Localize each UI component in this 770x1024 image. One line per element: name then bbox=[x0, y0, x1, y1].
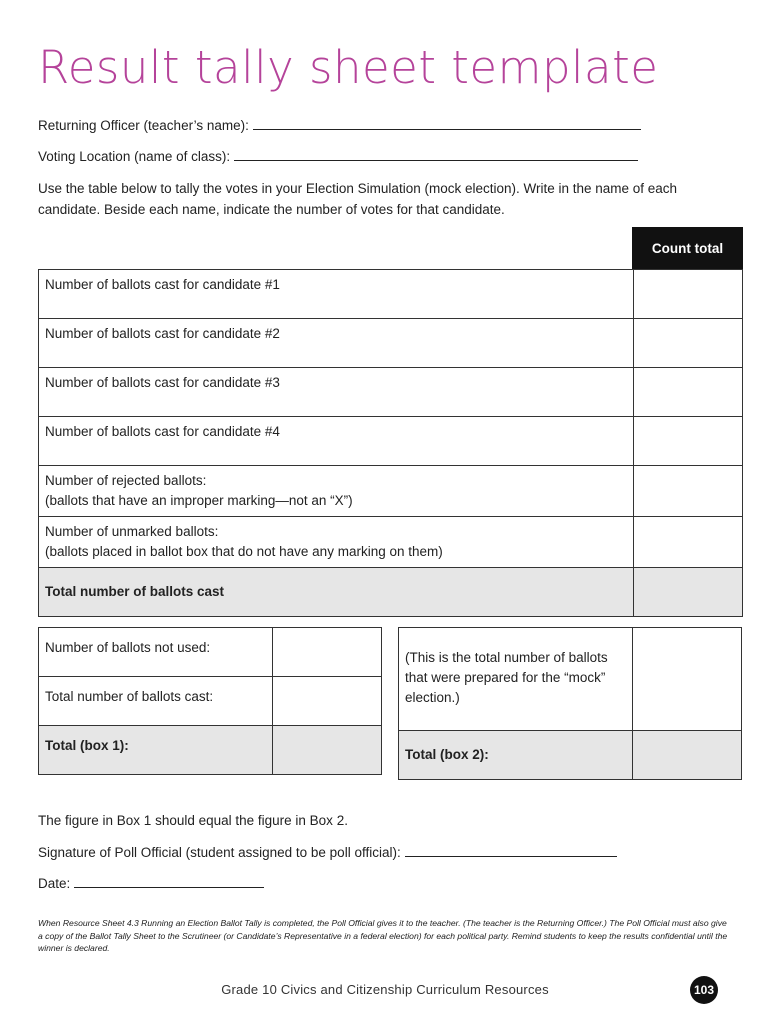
total-row bbox=[39, 568, 743, 617]
box-2-note: (This is the total number of ballots that were prepared for the “mock” election.) bbox=[399, 628, 633, 731]
row-label-text: Number of ballots cast for candidate #2 bbox=[45, 326, 280, 341]
row-label-subtext: (ballots placed in ballot box that do not have any marking on them) bbox=[45, 544, 443, 559]
box-2-total-cell[interactable] bbox=[633, 731, 742, 780]
candidate-2-label bbox=[39, 319, 634, 368]
box-2-prepared-cell[interactable] bbox=[633, 628, 742, 731]
candidate-4-label bbox=[39, 417, 634, 466]
unmarked-ballots-label bbox=[39, 517, 634, 568]
row-label-subtext: (ballots that have an improper marking—not an “X”) bbox=[45, 493, 353, 508]
candidate-1-label bbox=[39, 270, 634, 319]
box-1-total-cell[interactable] bbox=[273, 726, 382, 775]
candidate-1-count-cell[interactable] bbox=[634, 270, 743, 319]
total-ballots-cast-cell[interactable] bbox=[634, 568, 743, 617]
returning-officer-blank[interactable] bbox=[253, 117, 641, 130]
rejected-ballots-label bbox=[39, 466, 634, 517]
voting-location-field[interactable] bbox=[38, 148, 638, 164]
table-row bbox=[39, 270, 743, 319]
candidate-3-count-cell[interactable] bbox=[634, 368, 743, 417]
box1-total-ballots-cast-label: Total number of ballots cast: bbox=[39, 677, 273, 726]
returning-officer-label: Returning Officer (teacher’s name): bbox=[38, 118, 249, 133]
total-ballots-cast-label: Total number of ballots cast bbox=[39, 568, 634, 617]
row-label-text: Number of ballots cast for candidate #4 bbox=[45, 424, 280, 439]
box-2-table bbox=[398, 627, 742, 780]
table-row bbox=[39, 417, 743, 466]
ballots-not-used-label: Number of ballots not used: bbox=[39, 628, 273, 677]
page-number-badge: 103 bbox=[690, 976, 718, 1004]
unmarked-ballots-count-cell[interactable] bbox=[634, 517, 743, 568]
row-label-text: Number of ballots cast for candidate #1 bbox=[45, 277, 280, 292]
footnote: When Resource Sheet 4.3 Running an Election Ballot Tally is completed, the Poll Official gives it to the teacher. (The teacher is the Returning Officer.) The Poll Official must also give a copy of the Ballot Tally Sheet to the Scrutineer (or Candidate’s Representative in a federal election) for each political party. Remind students to keep the results confidential until the winner is declared. bbox=[38, 918, 728, 953]
box-equal-note: The figure in Box 1 should equal the figure in Box 2. bbox=[38, 813, 348, 828]
footer-text: Grade 10 Civics and Citizenship Curriculum Resources bbox=[221, 982, 549, 997]
voting-location-blank[interactable] bbox=[234, 148, 638, 161]
ballots-not-used-cell[interactable] bbox=[273, 628, 382, 677]
box1-total-ballots-cast-cell[interactable] bbox=[273, 677, 382, 726]
instructions-text: Use the table below to tally the votes in your Election Simulation (mock election). Write in the name of each candidate. Beside each name, indicate the number of votes for that candidate. bbox=[38, 181, 678, 217]
box-1-total-label: Total (box 1): bbox=[39, 726, 273, 775]
voting-location-label: Voting Location (name of class): bbox=[38, 149, 231, 164]
page-title: Result tally sheet template bbox=[38, 41, 659, 94]
signature-blank[interactable] bbox=[405, 844, 617, 857]
table-row bbox=[39, 319, 743, 368]
row-label-text: Number of ballots cast for candidate #3 bbox=[45, 375, 280, 390]
row-label-text: Number of rejected ballots: bbox=[45, 473, 207, 488]
date-blank[interactable] bbox=[74, 875, 264, 888]
box-1-table bbox=[38, 627, 382, 775]
box-2-total-row bbox=[399, 731, 742, 780]
signature-field[interactable] bbox=[38, 844, 617, 860]
table-row bbox=[39, 368, 743, 417]
candidate-3-label bbox=[39, 368, 634, 417]
date-label: Date: bbox=[38, 876, 71, 891]
candidate-4-count-cell[interactable] bbox=[634, 417, 743, 466]
count-total-header: Count total bbox=[632, 227, 743, 270]
returning-officer-field[interactable] bbox=[38, 117, 641, 133]
table-row bbox=[39, 466, 743, 517]
row-label-text: Number of unmarked ballots: bbox=[45, 524, 219, 539]
table-row bbox=[39, 517, 743, 568]
table-row bbox=[39, 628, 382, 677]
table-row bbox=[39, 677, 382, 726]
table-row bbox=[399, 628, 742, 731]
rejected-ballots-count-cell[interactable] bbox=[634, 466, 743, 517]
tally-table bbox=[38, 269, 743, 617]
signature-label: Signature of Poll Official (student assigned to be poll official): bbox=[38, 845, 401, 860]
box-2-total-label: Total (box 2): bbox=[399, 731, 633, 780]
candidate-2-count-cell[interactable] bbox=[634, 319, 743, 368]
box-1-total-row bbox=[39, 726, 382, 775]
date-field[interactable] bbox=[38, 875, 264, 891]
